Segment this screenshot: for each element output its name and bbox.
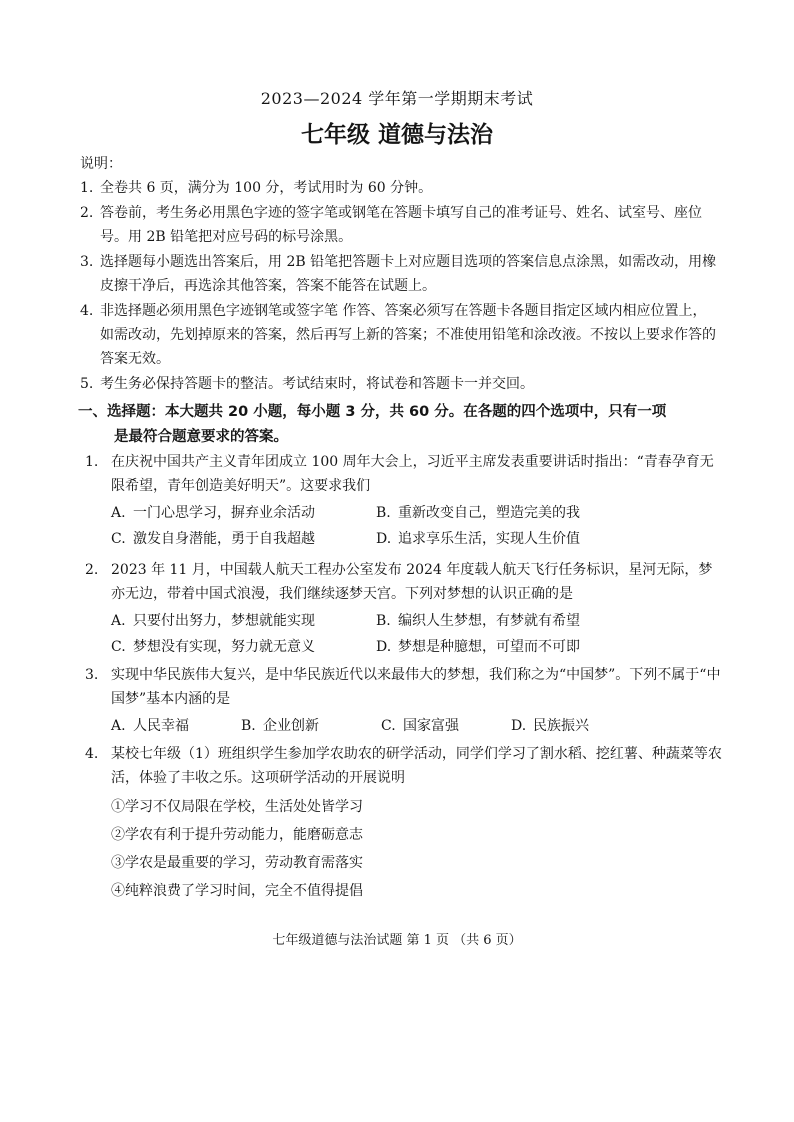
question-3 xyxy=(85,663,725,737)
instruction-number: 1. xyxy=(80,180,94,196)
option-d[interactable]: D. 民族振兴 xyxy=(511,718,589,734)
question-number: 2. xyxy=(85,562,99,578)
statement-3: ③学农是最重要的学习，劳动教育需落实 xyxy=(111,855,363,871)
instruction-item xyxy=(80,299,720,371)
question-2 xyxy=(85,558,725,658)
instructions xyxy=(80,153,720,396)
exam-title: 2023—2024 学年第一学期期末考试 xyxy=(260,89,534,108)
question-number: 4. xyxy=(85,746,99,762)
subject-title: 七年级 道德与法治 xyxy=(300,122,493,148)
instruction-item xyxy=(80,176,720,200)
instruction-number: 5. xyxy=(80,376,94,392)
page-footer: 七年级道德与法治试题 第 1 页 （共 6 页） xyxy=(272,933,522,948)
option-a[interactable]: A. 一门心思学习，摒弃业余活动 xyxy=(111,505,315,521)
statement-4: ④纯粹浪费了学习时间，完全不值得提倡 xyxy=(111,883,363,899)
statement-2: ②学农有利于提升劳动能力，能磨砺意志 xyxy=(111,827,363,843)
options xyxy=(85,502,725,550)
question-stem: 实现中华民族伟大复兴，是中华民族近代以来最伟大的梦想，我们称之为“中国梦”。下列不属于“中国梦”基本内涵的是 xyxy=(111,667,721,707)
instructions-heading: 说明： xyxy=(80,156,122,172)
question-number: 3. xyxy=(85,667,99,683)
option-d[interactable]: D. 梦想是种臆想，可望而不可即 xyxy=(376,639,580,655)
option-b[interactable]: B. 重新改变自己，塑造完美的我 xyxy=(376,505,580,521)
option-b[interactable]: B. 编织人生梦想，有梦就有希望 xyxy=(376,613,580,629)
option-c[interactable]: C. 国家富强 xyxy=(381,718,459,734)
question-1 xyxy=(85,450,725,550)
instruction-item xyxy=(80,372,720,396)
section-header-line1: 一、选择题：本大题共 20 小题，每小题 3 分，共 60 分。在各题的四个选项中，只有一项 xyxy=(78,404,667,420)
option-b[interactable]: B. 企业创新 xyxy=(241,718,319,734)
instruction-text: 选择题每小题选出答案后，用 2B 铅笔把答题卡上对应题目选项的答案信息点涂黑，如需改动，用橡皮擦干净后，再选涂其他答案，答案不能答在试题上。 xyxy=(100,254,717,294)
instruction-item xyxy=(80,201,720,249)
instruction-text: 全卷共 6 页，满分为 100 分，考试用时为 60 分钟。 xyxy=(100,180,433,196)
option-d[interactable]: D. 追求享乐生活，实现人生价值 xyxy=(376,531,580,547)
instruction-item xyxy=(80,250,720,298)
instruction-text: 答卷前，考生务必用黑色字迹的签字笔或钢笔在答题卡填写自己的准考证号、姓名、试室号、座位号。用 2B 铅笔把对应号码的标号涂黑。 xyxy=(100,205,702,245)
instruction-number: 4. xyxy=(80,303,94,319)
options xyxy=(85,715,725,737)
options xyxy=(85,610,725,658)
instruction-text: 考生务必保持答题卡的整洁。考试结束时，将试卷和答题卡一并交回。 xyxy=(100,376,534,392)
option-a[interactable]: A. 只要付出努力，梦想就能实现 xyxy=(111,613,315,629)
instruction-number: 2. xyxy=(80,205,94,221)
instruction-number: 3. xyxy=(80,254,94,270)
statements xyxy=(85,796,725,902)
question-stem: 2023 年 11 月，中国载人航天工程办公室发布 2024 年度载人航天飞行任务标识，星河无际，梦亦无边，带着中国式浪漫，我们继续逐梦天宫。下列对梦想的认识正确的是 xyxy=(111,562,713,602)
option-c[interactable]: C. 激发自身潜能，勇于自我超越 xyxy=(111,531,315,547)
instruction-text: 非选择题必须用黑色字迹钢笔或签字笔 作答、答案必须写在答题卡各题目指定区域内相应位置上，如需改动，先划掉原来的答案，然后再写上新的答案；不准使用铅笔和涂改液。不按以上要求作答的答案无效。 xyxy=(100,303,716,367)
option-a[interactable]: A. 人民幸福 xyxy=(111,718,189,734)
section-header-line2: 是最符合题意要求的答案。 xyxy=(114,429,288,445)
question-number: 1. xyxy=(85,454,99,470)
question-stem: 在庆祝中国共产主义青年团成立 100 周年大会上，习近平主席发表重要讲话时指出：“青春孕育无限希望，青年创造美好明天”。这要求我们 xyxy=(111,454,714,494)
statement-1: ①学习不仅局限在学校，生活处处皆学习 xyxy=(111,799,363,815)
question-4 xyxy=(85,742,725,902)
question-stem: 某校七年级（1）班组织学生参加学农助农的研学活动，同学们学习了割水稻、挖红薯、种蔬菜等农活，体验了丰收之乐。这项研学活动的开展说明 xyxy=(111,746,722,786)
option-c[interactable]: C. 梦想没有实现，努力就无意义 xyxy=(111,639,315,655)
section-header xyxy=(78,400,728,450)
